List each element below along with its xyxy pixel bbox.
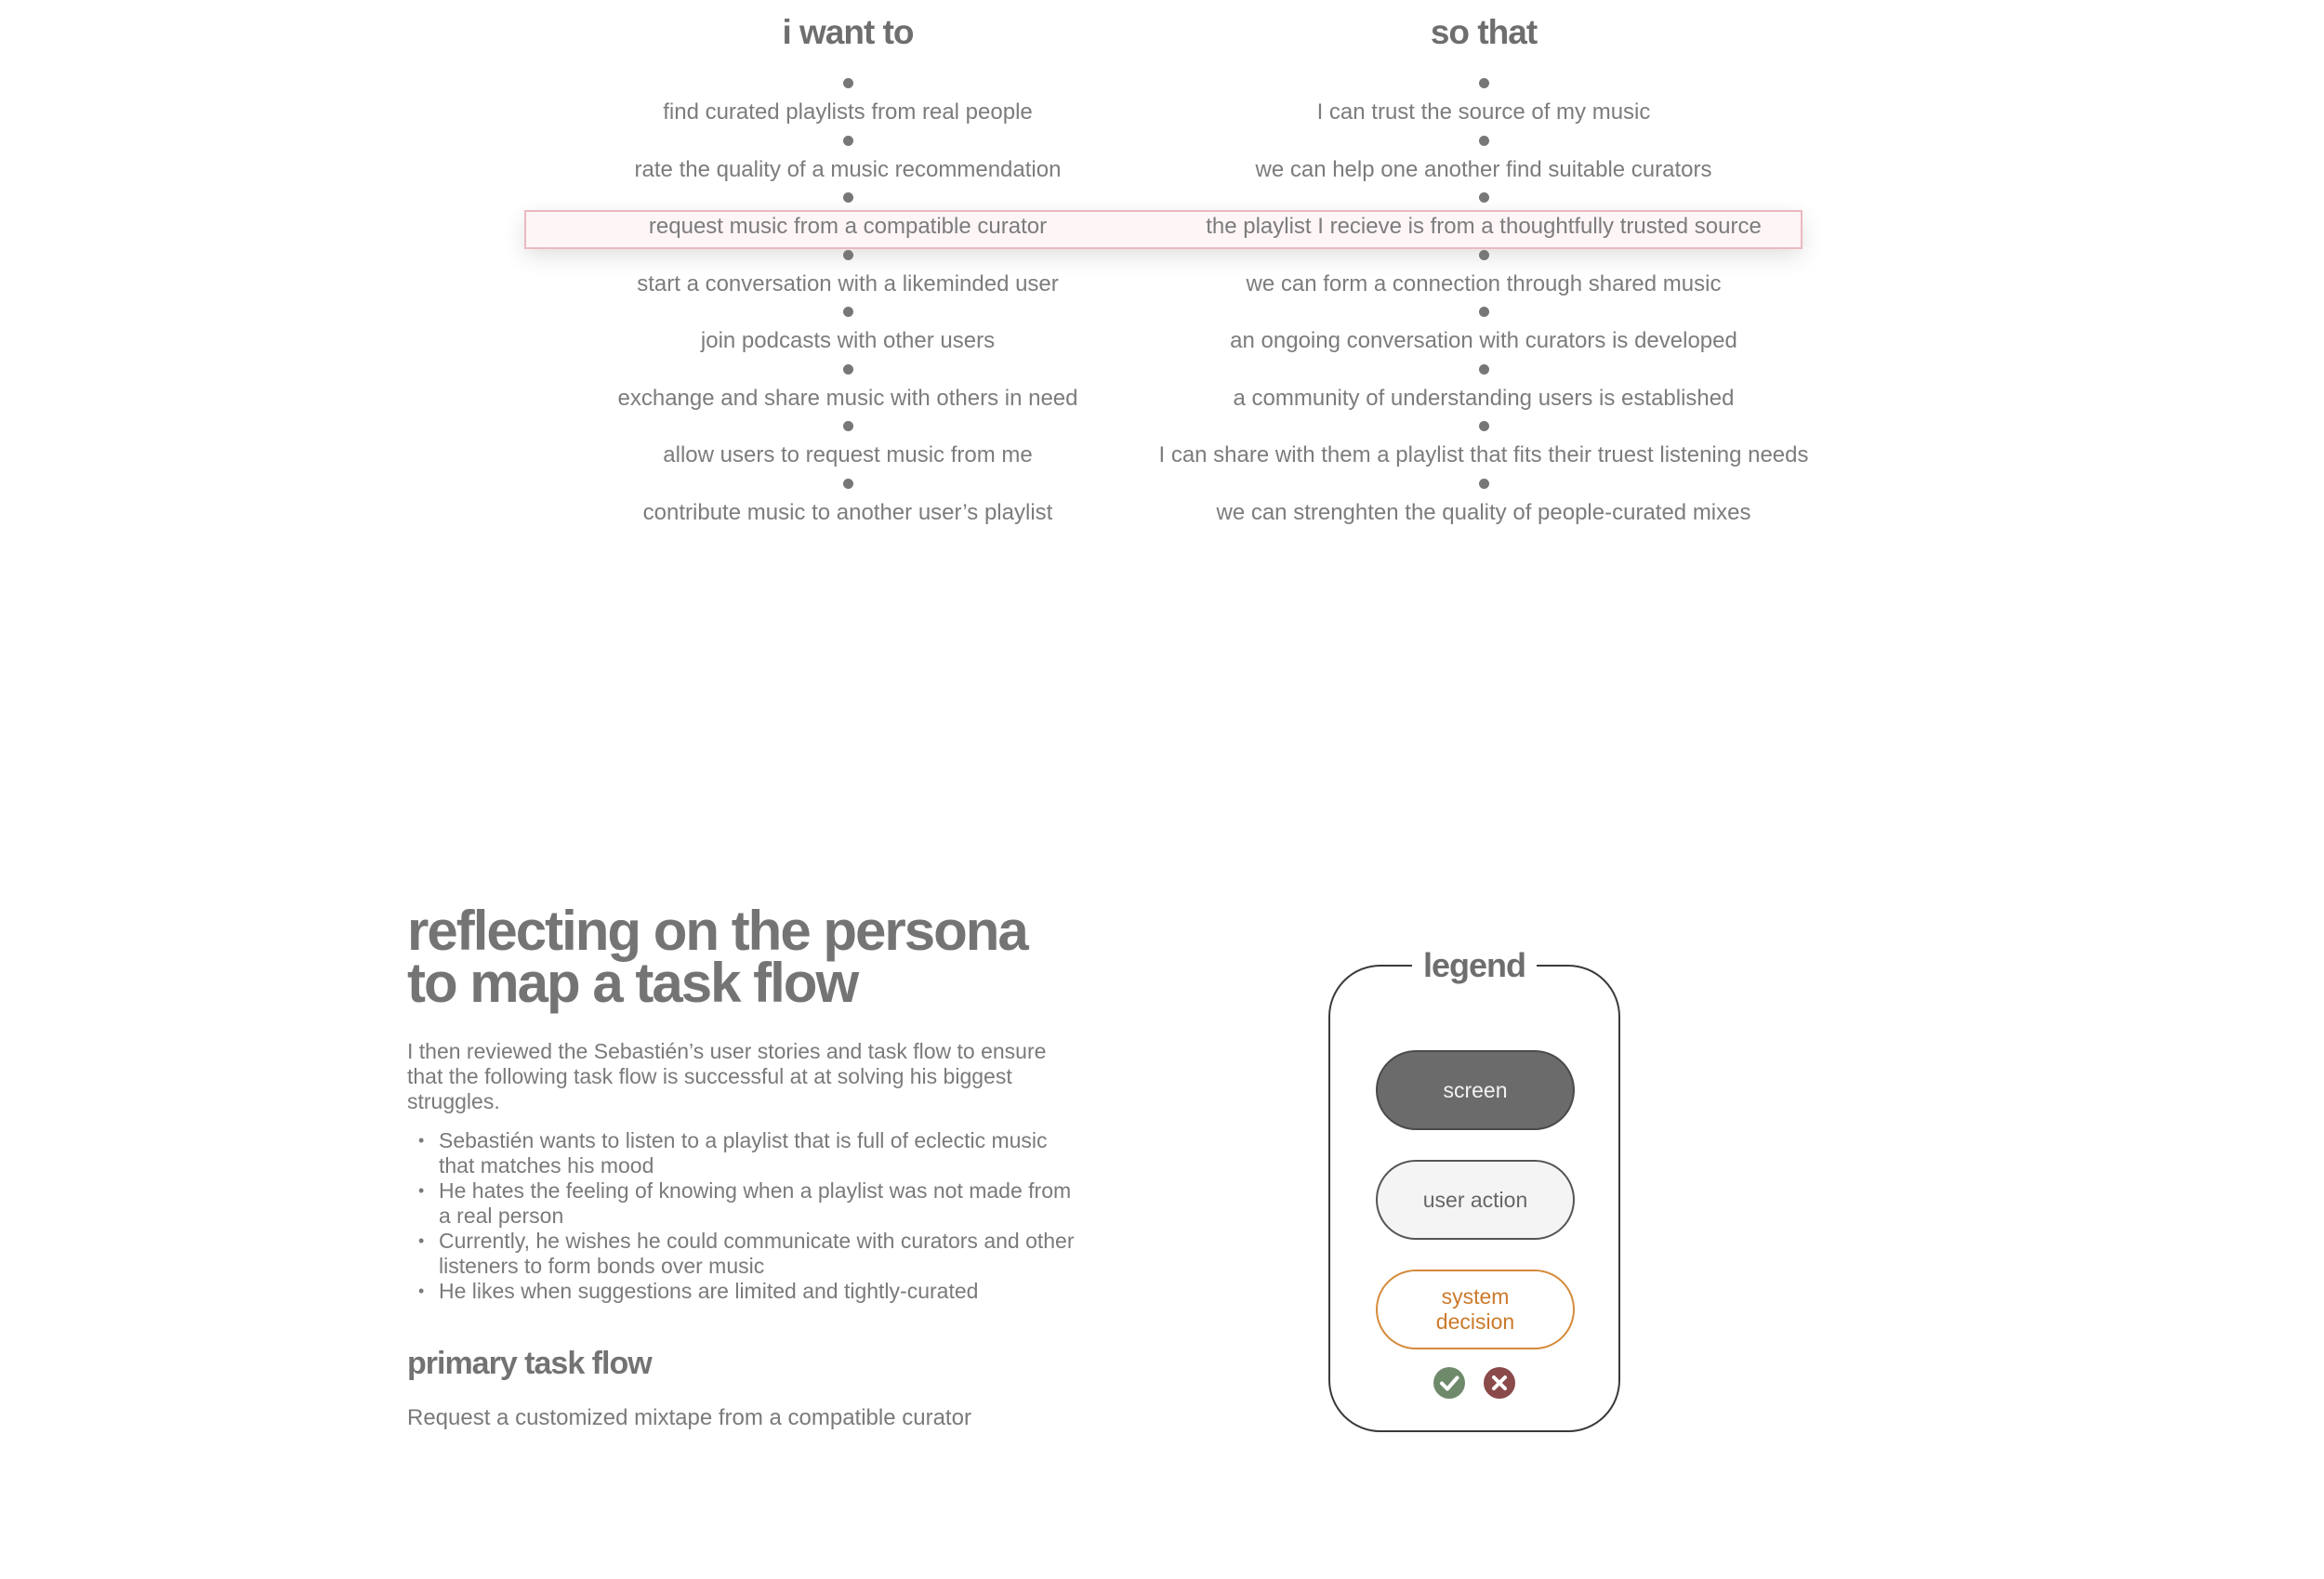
story-want-item <box>569 364 1127 422</box>
story-so-that-item <box>1205 136 1763 193</box>
bullet-dot <box>1479 364 1489 375</box>
story-so-that-text: I can share with them a playlist that fits their truest listening needs <box>1158 442 1809 467</box>
story-want-item <box>569 421 1127 479</box>
story-want-text: request music from a compatible curator <box>648 214 1048 239</box>
bullet-dot <box>1479 136 1489 146</box>
story-so-that-text: the playlist I recieve is from a thoughtfully trusted source <box>1206 214 1762 239</box>
story-want-text: join podcasts with other users <box>700 328 996 353</box>
bullet-dot <box>1479 78 1489 88</box>
bullet-dot <box>843 136 853 146</box>
story-want-text: contribute music to another user’s playlist <box>642 499 1053 525</box>
bullet-dot <box>843 421 853 431</box>
story-want-text: find curated playlists from real people <box>663 99 1033 125</box>
legend-system-decision-pill <box>1376 1270 1575 1349</box>
story-so-that-item <box>1205 364 1763 422</box>
legend-box <box>1328 946 1620 1432</box>
story-want-item <box>569 136 1127 193</box>
bullet-dot <box>843 78 853 88</box>
struggle-item: • He hates the feeling of knowing when a playlist was not made from a real person <box>407 1178 1086 1229</box>
section-title-line2: to map a task flow <box>407 952 858 1014</box>
legend-title: legend <box>1412 946 1537 985</box>
story-so-that-text: I can trust the source of my music <box>1316 99 1651 125</box>
so-that-column <box>1158 78 1809 535</box>
so-that-column-header: so that <box>1430 13 1538 51</box>
bullet-dot <box>843 479 853 489</box>
struggles-list <box>407 1128 1086 1304</box>
legend-user-action-label: user action <box>1422 1187 1528 1212</box>
story-so-that-text: an ongoing conversation with curators is developed <box>1230 328 1737 353</box>
primary-task-flow-title: primary task flow <box>407 1346 652 1381</box>
bullet-dot <box>1479 250 1489 260</box>
bullet-dot <box>1479 307 1489 317</box>
bullet-dot <box>843 307 853 317</box>
struggle-item: • Sebastién wants to listen to a playlist that is full of eclectic music that matches his mood <box>407 1128 1086 1178</box>
story-want-text: rate the quality of a music recommendation <box>634 156 1062 182</box>
story-want-text: start a conversation with a likeminded user <box>637 270 1059 296</box>
section-title-line1: reflecting on the persona <box>407 900 1027 962</box>
struggle-item: • He likes when suggestions are limited and tightly-curated <box>407 1279 1086 1304</box>
story-want-item <box>569 192 1127 250</box>
legend-screen-label: screen <box>1443 1077 1508 1102</box>
x-circle-icon <box>1483 1366 1516 1400</box>
story-so-that-text: we can form a connection through shared music <box>1246 270 1722 296</box>
bullet-dot <box>1479 192 1489 203</box>
story-so-that-item <box>1205 78 1763 136</box>
legend-system-decision-label <box>1436 1284 1514 1335</box>
story-so-that-item <box>1205 192 1763 250</box>
story-so-that-text: we can help one another find suitable curators <box>1255 156 1712 182</box>
story-want-text: exchange and share music with others in need <box>617 385 1078 411</box>
story-so-that-item <box>1205 250 1763 308</box>
story-so-that-item <box>1158 421 1809 479</box>
legend-user-action-pill <box>1376 1160 1575 1240</box>
want-column <box>569 78 1127 535</box>
story-want-item <box>569 479 1127 536</box>
legend-system-decision-line1: system <box>1441 1284 1510 1309</box>
story-want-item <box>569 307 1127 364</box>
intro-paragraph: I then reviewed the Sebastién’s user stories and task flow to ensure that the following task flow is successful at at solving his biggest struggles. <box>407 1039 1047 1113</box>
legend-decision-icons <box>1330 1366 1618 1400</box>
legend-screen-pill <box>1376 1050 1575 1130</box>
section-title <box>407 900 1114 1014</box>
want-column-header: i want to <box>782 13 914 51</box>
bullet-dot <box>1479 479 1489 489</box>
story-so-that-text: we can strenghten the quality of people-curated mixes <box>1216 499 1751 525</box>
story-so-that-item <box>1205 307 1763 364</box>
story-so-that-text: a community of understanding users is established <box>1233 385 1735 411</box>
legend-system-decision-line2: decision <box>1435 1309 1515 1334</box>
story-want-text: allow users to request music from me <box>663 442 1033 467</box>
story-want-item <box>569 78 1127 136</box>
primary-task-flow-text: Request a customized mixtape from a compatible curator <box>407 1405 971 1430</box>
bullet-dot <box>1479 421 1489 431</box>
bullet-dot <box>843 192 853 203</box>
struggle-item: • Currently, he wishes he could communicate with curators and other listeners to form bonds over music <box>407 1229 1086 1279</box>
bullet-dot <box>843 250 853 260</box>
check-circle-icon <box>1433 1366 1466 1400</box>
bullet-dot <box>843 364 853 375</box>
story-so-that-item <box>1205 479 1763 536</box>
story-want-item <box>569 250 1127 308</box>
